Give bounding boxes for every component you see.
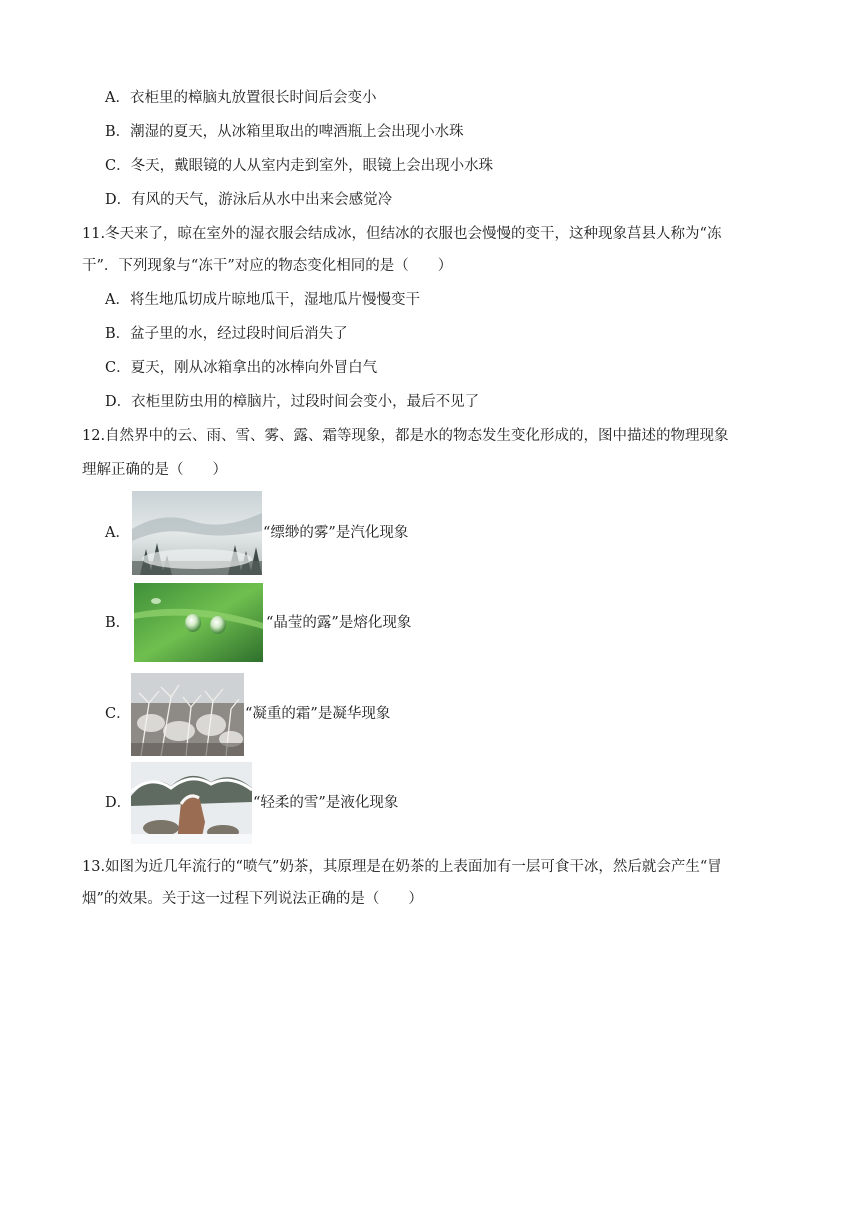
option-label: B． (105, 124, 131, 140)
option-text: 有风的天气，游泳后从水中出来会感觉冷 (131, 192, 393, 208)
foggy-forest-image (132, 491, 262, 575)
q12-option-a-label: A． (105, 525, 130, 541)
snow-on-rock-image (131, 762, 252, 844)
option-text: 盆子里的水，经过段时间后消失了 (130, 326, 348, 342)
q10-option-d (105, 190, 392, 210)
option-label: C． (105, 360, 131, 376)
dew-on-leaf-image (134, 583, 263, 662)
q13-stem-line1: 13.如图为近几年流行的“喷气”奶茶，其原理是在奶茶的上表面加有一层可食干冰，然后就会产生“冒 (82, 859, 722, 875)
option-text: 将生地瓜切成片晾地瓜干，湿地瓜片慢慢变干 (129, 292, 420, 308)
q12-stem-line2: 理解正确的是（ ） (82, 462, 227, 478)
option-label: B． (105, 326, 131, 342)
q11-stem-line2: 干”．下列现象与“冻干”对应的物态变化相同的是（ ） (82, 258, 453, 274)
q12-option-c-text: “凝重的霜”是凝华现象 (245, 706, 391, 722)
q12-option-a-text: “缥缈的雾”是汽化现象 (263, 525, 409, 541)
q11-option-a (105, 290, 420, 310)
q12-stem-line1: 12.自然界中的云、雨、雪、雾、露、霜等现象，都是水的物态发生变化形成的，图中描述的物理现象 (82, 428, 729, 444)
q12-option-d-label: D． (105, 795, 132, 811)
q11-option-d (105, 392, 479, 412)
option-label: D． (105, 394, 132, 410)
option-label: C． (105, 158, 131, 174)
option-text: 衣柜里防虫用的樟脑片，过段时间会变小，最后不见了 (131, 394, 480, 410)
q12-option-d-text: “轻柔的雪”是液化现象 (253, 795, 399, 811)
frost-on-plants-image (131, 673, 244, 756)
option-text: 衣柜里的樟脑丸放置很长时间后会变小 (129, 90, 377, 106)
q12-option-c-label: C． (105, 706, 131, 722)
q10-option-b (105, 122, 464, 142)
option-label: A． (105, 90, 130, 106)
q12-option-b-text: “晶莹的露”是熔化现象 (266, 615, 412, 631)
option-text: 潮湿的夏天，从冰箱里取出的啤酒瓶上会出现小水珠 (130, 124, 464, 140)
q12-option-b-label: B． (105, 615, 131, 631)
q11-option-b (105, 324, 348, 344)
option-label: A． (105, 292, 130, 308)
q13-stem-line2: 烟”的效果。关于这一过程下列说法正确的是（ ） (82, 891, 423, 907)
q11-stem-line1: 11.冬天来了，晾在室外的湿衣服会结成冰，但结冰的衣服也会慢慢的变干，这种现象莒县人称为“冻 (82, 226, 722, 242)
q10-option-a (105, 88, 376, 108)
option-label: D． (105, 192, 132, 208)
option-text: 夏天，刚从冰箱拿出的冰棒向外冒白气 (130, 360, 378, 376)
option-text: 冬天，戴眼镜的人从室内走到室外，眼镜上会出现小水珠 (130, 158, 494, 174)
q10-option-c (105, 156, 493, 176)
q11-option-c (105, 358, 377, 378)
